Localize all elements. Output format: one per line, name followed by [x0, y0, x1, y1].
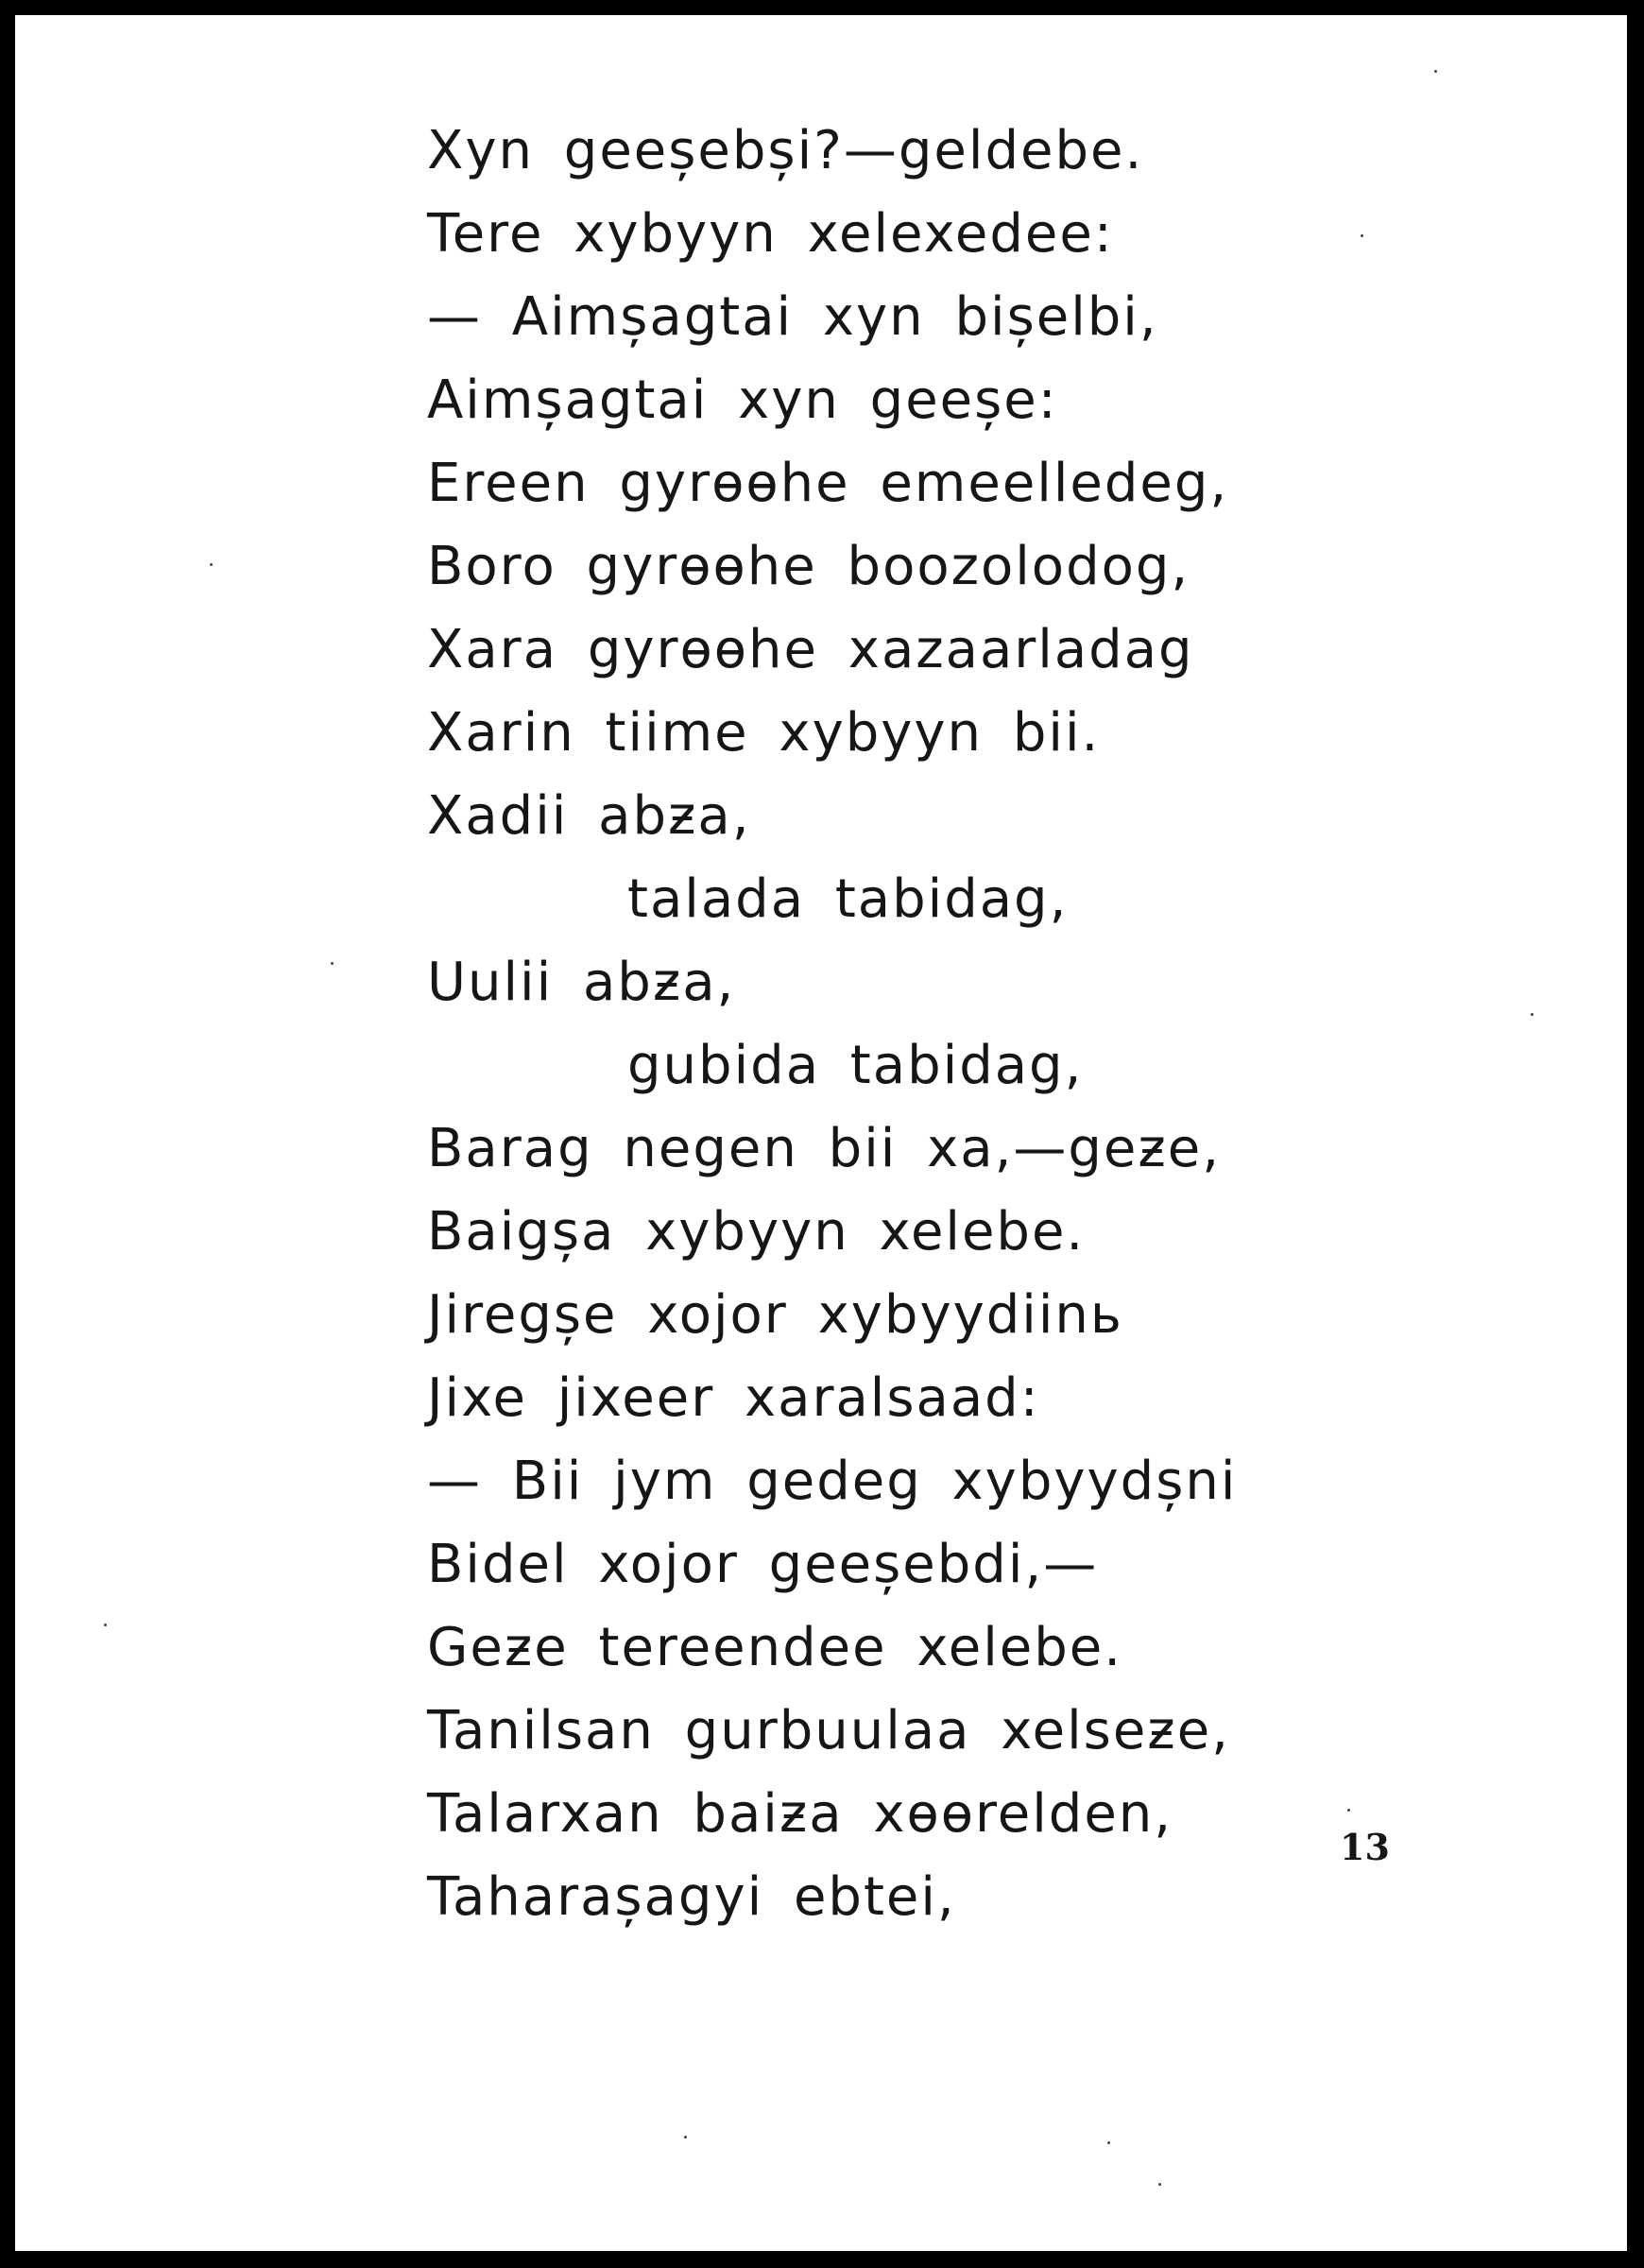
poem-text	[427, 110, 1237, 1939]
poem-line: Boro gyrөөhe boozolodog,	[427, 536, 1190, 597]
poem-line: Jixe jixeer xaralsaad:	[427, 1367, 1040, 1429]
poem-line-indented: gubida tabidag,	[627, 1035, 1084, 1096]
scan-speck	[104, 1624, 107, 1626]
poem-line-indented: talada tabidag,	[627, 868, 1069, 930]
poem-line: Tanilsan gurbuulaa xelseƶe,	[427, 1700, 1230, 1761]
scan-speck	[1361, 234, 1363, 237]
poem-line: Xara gyrөөhe xazaarladag	[427, 619, 1194, 680]
poem-line: Xyn geeșebși?—geldebe.	[427, 120, 1144, 181]
scan-speck	[1158, 2183, 1161, 2186]
poem-line: Talarxan baiƶa xөөrelden,	[427, 1783, 1173, 1845]
poem-line: Bidel xojor geeșebdi,—	[427, 1534, 1099, 1595]
poem-line: Xadii abƶa,	[427, 785, 751, 847]
poem-line: Xarin tiime xybyyn bii.	[427, 702, 1101, 764]
poem-line: — Bii jym gedeg xybyydșni	[427, 1451, 1238, 1512]
scan-speck	[1434, 70, 1437, 73]
poem-line: Barag negen bii xa,—geƶe,	[427, 1118, 1222, 1179]
poem-line: Ereen gyrөөhe emeelledeg,	[427, 453, 1229, 514]
poem-line: Aimșagtai xyn geeșe:	[427, 369, 1058, 431]
page-number: 13	[1340, 1826, 1390, 1868]
scan-speck	[331, 962, 334, 965]
poem-line: — Aimșagtai xyn bișelbi,	[427, 286, 1158, 348]
poem-line: Uulii abƶa,	[427, 952, 736, 1013]
poem-line: Baigșa xybyyn xelebe.	[427, 1201, 1086, 1263]
scan-speck	[1107, 2141, 1110, 2144]
poem-line: Jiregșe xojor xybyydiinь	[427, 1284, 1123, 1346]
poem-line: Tere xybyyn xelexedee:	[427, 203, 1114, 265]
scan-speck	[1347, 1809, 1350, 1812]
poem-line: Taharașagyi ebtei,	[427, 1866, 956, 1928]
poem-line: Geƶe tereendee xelebe.	[427, 1617, 1123, 1678]
scan-speck	[1531, 1013, 1533, 1016]
scan-speck	[210, 563, 213, 566]
scan-speck	[684, 2136, 687, 2139]
